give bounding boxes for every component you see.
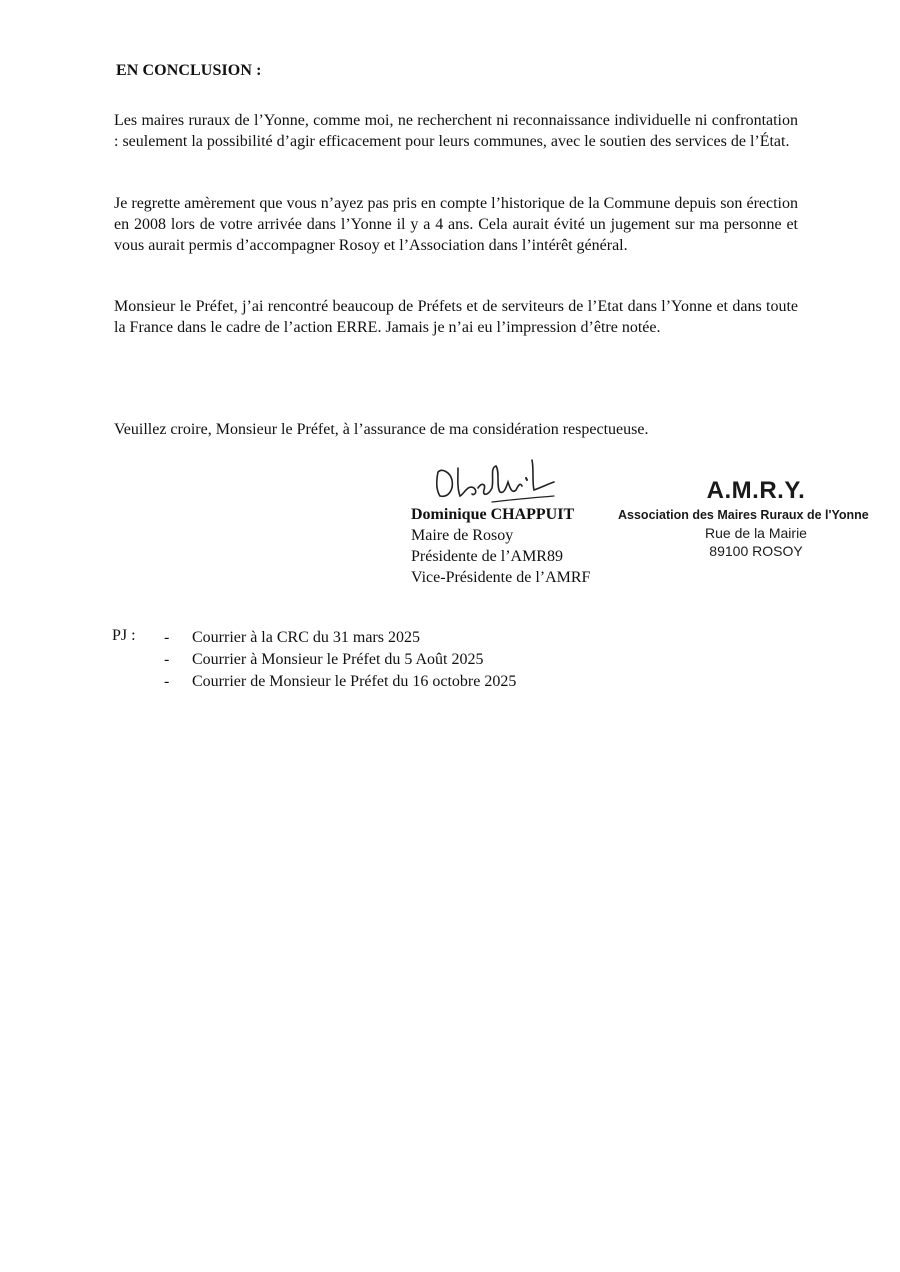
signatory-name: Dominique CHAPPUIT	[411, 506, 575, 523]
list-dash: -	[164, 629, 170, 646]
signatory-title-3: Vice-Présidente de l’AMRF	[411, 569, 591, 586]
attachment-item	[160, 627, 516, 649]
attachment-item	[160, 649, 516, 671]
attachments-label: PJ :	[112, 627, 136, 644]
stamp-acronym: A.M.R.Y.	[706, 477, 806, 504]
attachment-text: Courrier de Monsieur le Préfet du 16 octobre 2025	[192, 673, 517, 690]
stamp-address: Rue de la Mairie	[705, 525, 807, 541]
list-dash: -	[164, 673, 170, 690]
stamp-association-name: Association des Maires Ruraux de l'Yonne	[618, 508, 869, 522]
paragraph-1: Les maires ruraux de l’Yonne, comme moi, ne recherchent ni reconnaissance individuelle ni confrontation : seulement la possibilité d’agir efficacement pour leurs communes, avec le soutien des services de l’État.	[114, 112, 798, 150]
section-heading: EN CONCLUSION :	[116, 62, 262, 79]
attachments-list	[160, 627, 516, 693]
list-dash: -	[164, 651, 170, 668]
signature-block	[411, 504, 590, 588]
closing-formula: Veuillez croire, Monsieur le Préfet, à l’assurance de ma considération respectueuse.	[114, 421, 649, 438]
association-stamp	[612, 476, 900, 560]
attachment-text: Courrier à la CRC du 31 mars 2025	[192, 629, 420, 646]
paragraph-2: Je regrette amèrement que vous n’ayez pas pris en compte l’historique de la Commune depuis son érection en 2008 lors de votre arrivée dans l’Yonne il y a 4 ans. Cela aurait évité un jugement sur ma personne et vous aurait permis d’accompagner Rosoy et l’Association dans l’intérêt général.	[114, 195, 798, 254]
signatory-title-1: Maire de Rosoy	[411, 527, 514, 544]
paragraph-3: Monsieur le Préfet, j’ai rencontré beaucoup de Préfets et de serviteurs de l’Etat dans l’Yonne et dans toute la France dans le cadre de l’action ERRE. Jamais je n’ai eu l’impression d’être notée.	[114, 298, 798, 336]
attachment-text: Courrier à Monsieur le Préfet du 5 Août 2025	[192, 651, 484, 668]
stamp-city: 89100 ROSOY	[709, 543, 803, 559]
attachment-item	[160, 671, 516, 693]
signatory-title-2: Présidente de l’AMR89	[411, 548, 563, 565]
